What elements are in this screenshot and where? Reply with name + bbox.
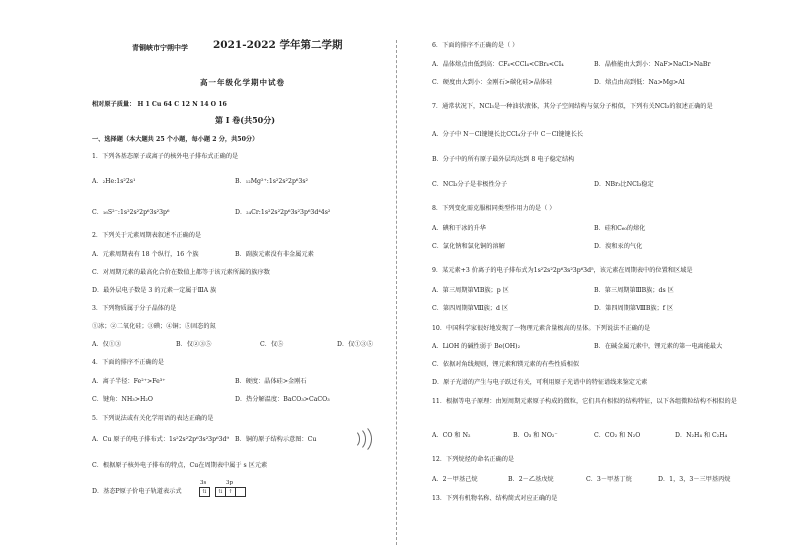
q8-option-d: D．溴和汞的气化 bbox=[594, 243, 643, 250]
q5-option-d: D．基态P原子价电子轨道表示式 bbox=[92, 488, 182, 495]
question-11: 11．根据等电子原理：由短周期元素原子构成的微粒，它们具有相似的结构特征，以下各组微粒结构不相似的是 bbox=[432, 398, 737, 405]
q3-option-d: D．仅①③⑤ bbox=[337, 341, 373, 348]
part-title: 第 I 卷(共50分) bbox=[215, 115, 276, 125]
orbital-box-3p-3 bbox=[235, 487, 246, 497]
question-2: 2．下列关于元素周期表叙述不正确的是 bbox=[92, 232, 202, 239]
q7-option-a: A．分子中 N－Cl键键长比CCl₄分子中 C－Cl键键长长 bbox=[432, 131, 584, 138]
q6-option-b: B．晶格能由大到小：NaF>NaCl>NaBr bbox=[594, 61, 711, 68]
q3-option-c: C．仅⑤ bbox=[260, 341, 284, 348]
q6-option-d: D．熔点由高到低：Na>Mg>Al bbox=[594, 79, 685, 86]
question-8: 8．下列变化需克服相同类型作用力的是（ ） bbox=[432, 205, 556, 212]
q10-option-b: B．在碱金属元素中，锂元素的第一电离能最大 bbox=[594, 343, 723, 350]
exam-subtitle: 高一年级化学期中试卷 bbox=[200, 78, 285, 87]
atomic-mass-line: 相对原子质量： H 1 Cu 64 C 12 N 14 O 16 bbox=[92, 101, 227, 108]
q5-option-b: B．铜的原子结构示意图：Cu bbox=[235, 436, 317, 443]
q6-option-c: C．硬度由大到小：金刚石>碳化硅>晶体硅 bbox=[432, 79, 553, 86]
orbital-label-3p: 3p bbox=[226, 480, 234, 486]
q4-option-a: A．离子半径：Fe²⁺>Fe³⁺ bbox=[92, 378, 166, 385]
q8-option-a: A．碘和干冰的升华 bbox=[432, 225, 486, 232]
question-1: 1．下列各基态原子或离子的核外电子排布式正确的是 bbox=[92, 153, 239, 160]
exam-year-term: 2021-2022 学年第二学期 bbox=[213, 39, 343, 51]
q1-option-a: A．₂He:1s²2s¹ bbox=[92, 178, 136, 185]
q2-option-c: C．对周期元素的最高化合价在数值上都等于该元素所属的族序数 bbox=[92, 269, 270, 276]
q10-option-c: C．依据对角线规则，锂元素和镁元素的有些性质相似 bbox=[432, 361, 580, 368]
q12-option-c: C．3－甲基丁烷 bbox=[586, 476, 632, 483]
q1-option-d: D．₂₄Cr:1s²2s²2p⁶3s²3p⁶3d⁴4s² bbox=[235, 209, 331, 216]
question-9: 9．某元素+3 价离子的电子排布式为1s²2s²2p⁶3s²3p⁶3d⁵，该元素在周期表中的位置和区域是 bbox=[432, 267, 693, 274]
q11-option-d: D．N₂H₄ 和 C₂H₄ bbox=[675, 432, 728, 439]
q10-option-a: A．LiOH 的碱性弱于 Be(OH)₂ bbox=[432, 343, 521, 350]
q5-option-a: A．Cu 原子的电子排布式：1s²2s²2p⁶3s²3p⁶3d⁹ bbox=[92, 436, 229, 443]
q3-stem: ①冰；②二氧化硅；③碘；④铜；⑤固态的氮 bbox=[92, 323, 216, 330]
q4-option-c: C．键角：NH₃>H₂O bbox=[92, 396, 153, 403]
question-12: 12．下列烷烃的命名正确的是 bbox=[432, 456, 515, 463]
q2-option-a: A．元素周期表有 18 个纵行，16 个族 bbox=[92, 251, 199, 258]
q2-option-d: D．最外层电子数是 3 的元素一定属于ⅢA 族 bbox=[92, 287, 217, 294]
q4-option-d: D．热分解温度：BaCO₃>CaCO₃ bbox=[235, 396, 330, 403]
q11-option-a: A．CO 和 N₂ bbox=[432, 432, 471, 439]
q6-option-a: A．晶体熔点由低到高：CF₄<CCl₄<CBr₄<CI₄ bbox=[432, 61, 564, 68]
q5-option-c: C．根据原子核外电子排布的特点，Cu在周期表中属于 s 区元素 bbox=[92, 462, 268, 469]
q1-option-b: B．₁₂Mg²⁺:1s²2s²2p⁶3s² bbox=[235, 178, 308, 185]
q8-option-b: B．硅和C₆₀的熔化 bbox=[594, 225, 646, 232]
question-4: 4．下面的排序不正确的是 bbox=[92, 359, 164, 366]
question-13: 13．下列有机物名称、结构简式对应正确的是 bbox=[432, 495, 558, 502]
q11-option-c: C．CO₂ 和 N₂O bbox=[594, 432, 641, 439]
orbital-box-3p-2: ↑ bbox=[225, 487, 236, 497]
column-divider bbox=[396, 40, 397, 545]
q8-option-c: C．氯化钠和氯化铜的溶解 bbox=[432, 243, 505, 250]
q7-option-d: D．NBr₃比NCl₃稳定 bbox=[594, 181, 654, 188]
question-3: 3．下列物质属于分子晶体的是 bbox=[92, 305, 177, 312]
q7-option-b: B．分子中的所有原子最外层均达到 8 电子稳定结构 bbox=[432, 156, 575, 163]
question-5: 5．下列说法或有关化学用语的表达正确的是 bbox=[92, 415, 214, 422]
q9-option-c: C．第四周期第Ⅷ族；d 区 bbox=[432, 305, 509, 312]
q11-option-b: B．O₃ 和 NO₂⁻ bbox=[513, 432, 558, 439]
q3-option-a: A．仅①③ bbox=[92, 341, 122, 348]
q7-option-c: C．NCl₃分子是非极性分子 bbox=[432, 181, 508, 188]
q9-option-d: D．第四周期第ⅧB族；f 区 bbox=[594, 305, 674, 312]
question-6: 6．下面的排序不正确的是（ ） bbox=[432, 42, 519, 49]
section-title: 一、选择题（本大题共 25 个小题，每小题 2 分，共50分） bbox=[92, 136, 259, 143]
orbital-box-3s: ⇅ bbox=[199, 487, 210, 497]
question-10: 10．中国科学家很好地发现了一物理元素含量极高的星体。下列说法不正确的是 bbox=[432, 325, 651, 332]
question-7: 7．通常状况下，NCl₃是一种油状液体，其分子空间结构与氨分子相似，下列有关NCl₃的叙述正确的是 bbox=[432, 103, 713, 110]
q12-option-b: B．2－乙基戊烷 bbox=[508, 476, 554, 483]
electron-shell-3 bbox=[346, 424, 372, 454]
q1-option-c: C．₁₆S²⁻:1s²2s²2p⁶3s²3p⁶ bbox=[92, 209, 170, 216]
q12-option-d: D．1，3，3－三甲基丙烷 bbox=[658, 476, 731, 483]
school-name: 青铜峡市宁朔中学 bbox=[132, 43, 188, 52]
q3-option-b: B．仅②③⑤ bbox=[176, 341, 212, 348]
q9-option-b: B．第三周期第ⅢB族；ds 区 bbox=[594, 287, 674, 294]
q9-option-a: A．第三周期第ⅥB族；p 区 bbox=[432, 287, 509, 294]
q2-option-b: B．副族元素没有非金属元素 bbox=[235, 251, 314, 258]
orbital-box-3p-1: ⇅ bbox=[215, 487, 226, 497]
q4-option-b: B．硬度：晶体硅>金刚石 bbox=[235, 378, 307, 385]
q12-option-a: A．2－甲基己烷 bbox=[432, 476, 478, 483]
orbital-label-3s: 3s bbox=[200, 480, 207, 486]
q10-option-d: D．原子光谱的产生与电子跃迁有关，可利用原子光谱中的特征谱线来鉴定元素 bbox=[432, 379, 648, 386]
